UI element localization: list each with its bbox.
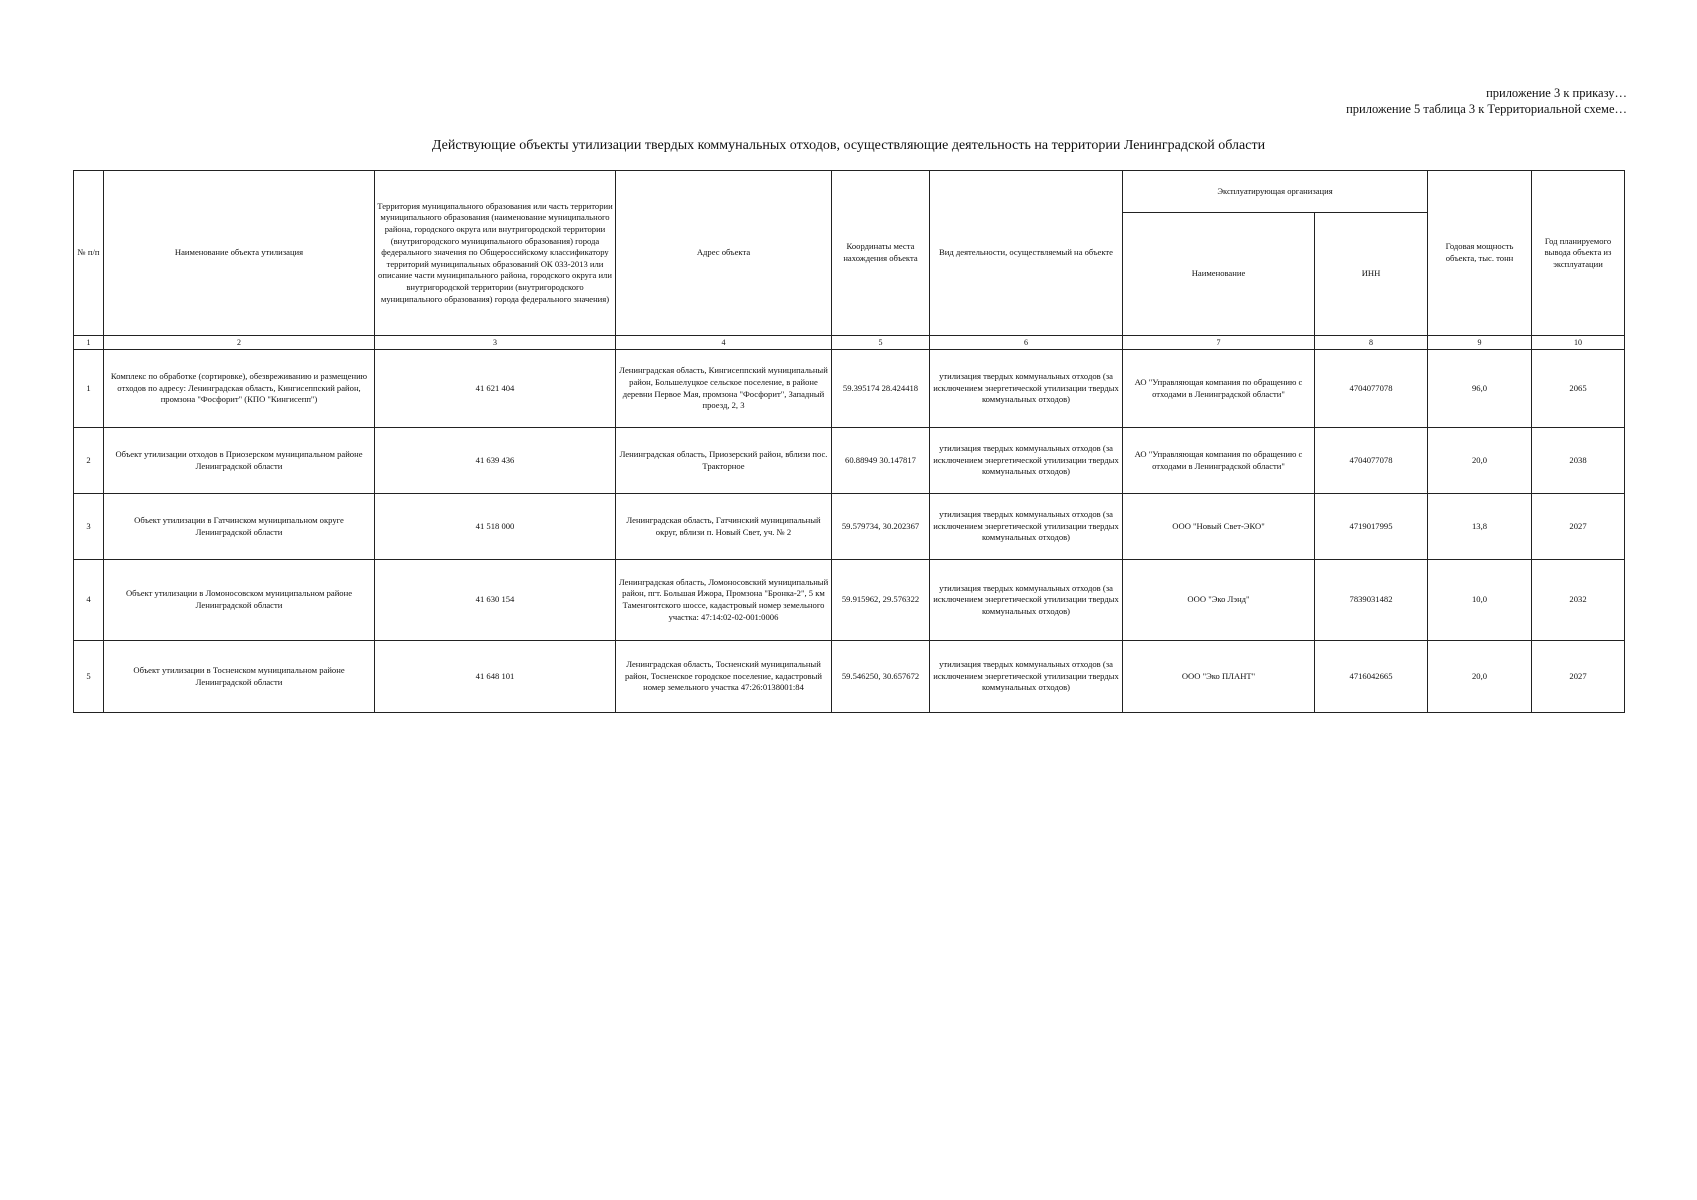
- cell-capacity: 13,8: [1428, 494, 1532, 560]
- cell-territory: 41 518 000: [375, 494, 616, 560]
- cell-num: 4: [74, 560, 104, 641]
- cell-inn: 4716042665: [1315, 641, 1428, 713]
- cell-capacity: 96,0: [1428, 350, 1532, 428]
- col-header-coords: Координаты места нахождения объекта: [832, 171, 930, 336]
- col-number: 8: [1315, 336, 1428, 350]
- cell-address: Ленинградская область, Гатчинский муниципальный округ, вблизи п. Новый Свет, уч. № 2: [616, 494, 832, 560]
- cell-coords: 59.395174 28.424418: [832, 350, 930, 428]
- cell-year: 2027: [1532, 641, 1625, 713]
- col-header-territory: Территория муниципального образования или часть территории муниципального образования (наименование муниципального района, городского округа или внутригородской территории (внутригородского муниципального образования) города федерального значения по Общероссийскому классификатору территорий муниципальных образований ОК 033-2013 или описание части муниципального района, городского округа или внутригородской территории (внутригородского муниципального образования) города федерального значения): [375, 171, 616, 336]
- col-header-address: Адрес объекта: [616, 171, 832, 336]
- appendix-note-scheme: приложение 5 таблица 3 к Территориальной схеме…: [1346, 102, 1627, 116]
- cell-num: 2: [74, 428, 104, 494]
- cell-operator-name: ООО "Эко ПЛАНТ": [1123, 641, 1315, 713]
- col-number: 7: [1123, 336, 1315, 350]
- column-numbers-row: [74, 336, 1625, 350]
- cell-name: Объект утилизации в Гатчинском муниципальном округе Ленинградской области: [104, 494, 375, 560]
- cell-activity: утилизация твердых коммунальных отходов (за исключением энергетической утилизации твердых коммунальных отходов): [930, 350, 1123, 428]
- col-header-capacity: Годовая мощность объекта, тыс. тонн: [1428, 171, 1532, 336]
- cell-name: Комплекс по обработке (сортировке), обезвреживанию и размещению отходов по адресу: Ленинградская область, Кингисеппский район, промзона "Фосфорит" (КПО "Кингисепп"): [104, 350, 375, 428]
- cell-num: 1: [74, 350, 104, 428]
- cell-capacity: 20,0: [1428, 428, 1532, 494]
- cell-operator-name: ООО "Новый Свет-ЭКО": [1123, 494, 1315, 560]
- document-title: Действующие объекты утилизации твердых коммунальных отходов, осуществляющие деятельность на территории Ленинградской области: [431, 138, 1266, 153]
- cell-operator-name: ООО "Эко Лэнд": [1123, 560, 1315, 641]
- header-row: [74, 171, 1625, 213]
- col-number: 4: [616, 336, 832, 350]
- cell-year: 2065: [1532, 350, 1625, 428]
- table-row: [74, 494, 1625, 560]
- cell-territory: 41 639 436: [375, 428, 616, 494]
- cell-operator-name: АО "Управляющая компания по обращению с отходами в Ленинградской области": [1123, 428, 1315, 494]
- col-number: 3: [375, 336, 616, 350]
- waste-facilities-table: [73, 170, 1625, 713]
- cell-territory: 41 621 404: [375, 350, 616, 428]
- cell-inn: 4704077078: [1315, 428, 1428, 494]
- col-number: 6: [930, 336, 1123, 350]
- cell-activity: утилизация твердых коммунальных отходов (за исключением энергетической утилизации твердых коммунальных отходов): [930, 641, 1123, 713]
- cell-year: 2032: [1532, 560, 1625, 641]
- col-header-name: Наименование объекта утилизация: [104, 171, 375, 336]
- cell-activity: утилизация твердых коммунальных отходов (за исключением энергетической утилизации твердых коммунальных отходов): [930, 428, 1123, 494]
- col-header-operator: Эксплуатирующая организация: [1123, 171, 1428, 213]
- cell-address: Ленинградская область, Кингисеппский муниципальный район, Большелуцкое сельское поселение, в районе деревни Первое Мая, промзона "Фосфорит", Западный проезд, 2, 3: [616, 350, 832, 428]
- col-header-num: № п/п: [74, 171, 104, 336]
- table-row: [74, 641, 1625, 713]
- cell-inn: 4704077078: [1315, 350, 1428, 428]
- cell-activity: утилизация твердых коммунальных отходов (за исключением энергетической утилизации твердых коммунальных отходов): [930, 560, 1123, 641]
- cell-name: Объект утилизации в Тосненском муниципальном районе Ленинградской области: [104, 641, 375, 713]
- cell-operator-name: АО "Управляющая компания по обращению с отходами в Ленинградской области": [1123, 350, 1315, 428]
- cell-territory: 41 630 154: [375, 560, 616, 641]
- cell-coords: 60.88949 30.147817: [832, 428, 930, 494]
- cell-name: Объект утилизации в Ломоносовском муниципальном районе Ленинградской области: [104, 560, 375, 641]
- col-number: 5: [832, 336, 930, 350]
- cell-address: Ленинградская область, Приозерский район, вблизи пос. Тракторное: [616, 428, 832, 494]
- table-row: [74, 560, 1625, 641]
- cell-inn: 7839031482: [1315, 560, 1428, 641]
- col-header-inn: ИНН: [1315, 213, 1428, 336]
- cell-coords: 59.579734, 30.202367: [832, 494, 930, 560]
- cell-territory: 41 648 101: [375, 641, 616, 713]
- cell-year: 2038: [1532, 428, 1625, 494]
- col-number: 2: [104, 336, 375, 350]
- cell-num: 3: [74, 494, 104, 560]
- cell-coords: 59.546250, 30.657672: [832, 641, 930, 713]
- cell-activity: утилизация твердых коммунальных отходов (за исключением энергетической утилизации твердых коммунальных отходов): [930, 494, 1123, 560]
- cell-capacity: 20,0: [1428, 641, 1532, 713]
- cell-num: 5: [74, 641, 104, 713]
- appendix-note-order: приложение 3 к приказу…: [1486, 86, 1627, 100]
- cell-inn: 4719017995: [1315, 494, 1428, 560]
- col-number: 10: [1532, 336, 1625, 350]
- cell-capacity: 10,0: [1428, 560, 1532, 641]
- table-row: [74, 350, 1625, 428]
- cell-address: Ленинградская область, Ломоносовский муниципальный район, пгт. Большая Ижора, Промзона "Бронка-2", 5 км Таменгонтского шоссе, кадастровый номер земельного участка: 47:14:02-02-001:0006: [616, 560, 832, 641]
- table-row: [74, 428, 1625, 494]
- col-header-year: Год планируемого вывода объекта из эксплуатации: [1532, 171, 1625, 336]
- cell-name: Объект утилизации отходов в Приозерском муниципальном районе Ленинградской области: [104, 428, 375, 494]
- cell-year: 2027: [1532, 494, 1625, 560]
- cell-address: Ленинградская область, Тосненский муниципальный район, Тосненское городское поселение, кадастровый номер земельного участка 47:26:0138001:84: [616, 641, 832, 713]
- col-header-activity: Вид деятельности, осуществляемый на объекте: [930, 171, 1123, 336]
- col-number: 9: [1428, 336, 1532, 350]
- cell-coords: 59.915962, 29.576322: [832, 560, 930, 641]
- col-header-operator-name: Наименование: [1123, 213, 1315, 336]
- col-number: 1: [74, 336, 104, 350]
